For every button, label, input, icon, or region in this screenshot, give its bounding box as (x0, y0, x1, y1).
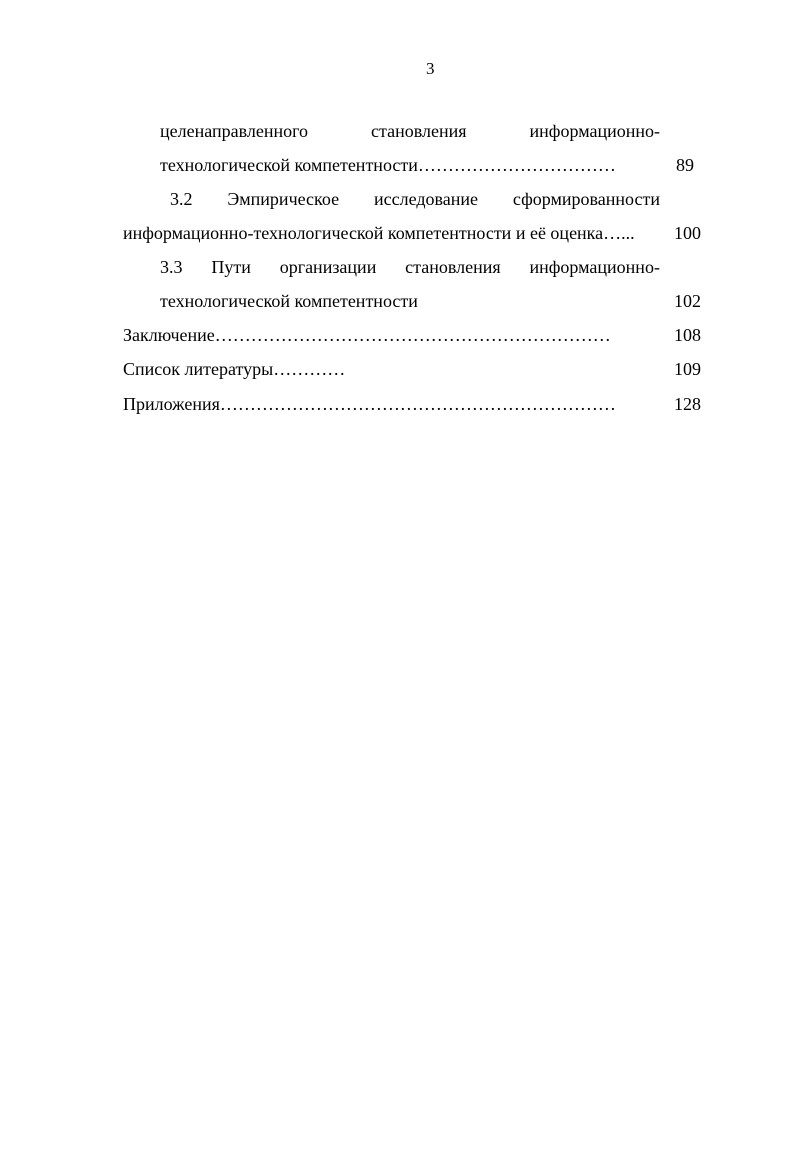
toc-word: информационно- (529, 121, 660, 141)
toc-entry-3-1-page: 89 (676, 155, 694, 175)
toc-word: организации (279, 257, 377, 277)
toc-entry-3-1-line1 (160, 120, 660, 142)
page-number: 3 (426, 59, 435, 78)
toc-word: Пути (211, 257, 251, 277)
toc-entry-3-2-line2[interactable]: информационно-технологической компетентности и её оценка…... (123, 223, 635, 243)
toc-entry-references-page: 109 (674, 359, 701, 379)
toc-word: сформированности (512, 189, 660, 209)
toc-entry-3-1-line2[interactable]: технологической компетентности…………………………… (160, 155, 616, 175)
toc-entry-conclusion[interactable]: Заключение………………………………………………………… (123, 325, 611, 345)
toc-entry-3-2-page: 100 (674, 223, 701, 243)
toc-word: целенаправленного (160, 121, 309, 141)
toc-word: информационно- (529, 257, 660, 277)
toc-entry-3-3-line1[interactable] (160, 256, 660, 278)
toc-entry-conclusion-page: 108 (674, 325, 701, 345)
toc-section-number: 3.2 (170, 189, 193, 209)
toc-section-number: 3.3 (160, 257, 183, 277)
toc-word: становления (371, 121, 467, 141)
toc-word: Эмпирическое (227, 189, 340, 209)
toc-entry-appendices[interactable]: Приложения………………………………………………………… (123, 394, 616, 414)
toc-entry-3-3-page: 102 (674, 291, 701, 311)
toc-entry-3-2-line1[interactable] (170, 188, 660, 210)
toc-word: исследование (373, 189, 478, 209)
toc-entry-appendices-page: 128 (674, 394, 701, 414)
toc-entry-references[interactable]: Список литературы………… (123, 359, 346, 379)
toc-word: становления (405, 257, 501, 277)
toc-entry-3-3-line2[interactable]: технологической компетентности (160, 291, 418, 311)
